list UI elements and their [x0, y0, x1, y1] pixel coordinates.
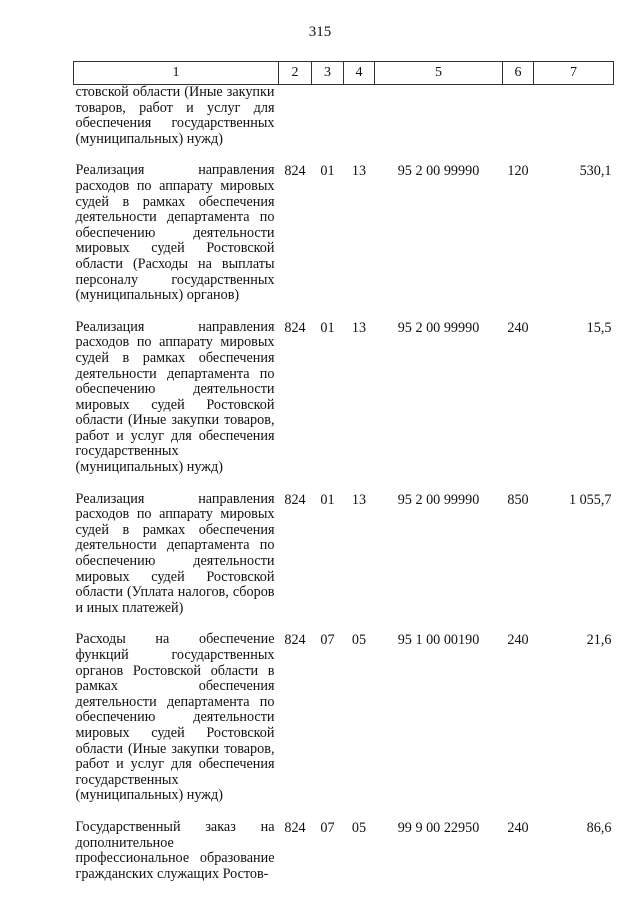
row-ministry-code: 824 — [284, 632, 306, 649]
row-description: Государственный заказ на дополнительное профессиональное образование гражданских служащих Ростов- — [75, 818, 275, 882]
row-description: Реализация направления расходов по аппарату мировых судей в рамках обеспечения деятельности департамента по обеспечению деятельности мировых судей Ростовской области (Расходы на выплаты персоналу государственных (муниципальных) органов) — [75, 162, 275, 304]
row-target-article: 95 2 00 99990 — [397, 319, 480, 336]
budget-table — [73, 61, 614, 882]
row-target-article: 95 1 00 00190 — [397, 632, 480, 649]
table-header — [74, 62, 614, 85]
row-target-article: 99 9 00 22950 — [397, 819, 480, 836]
row-amount: 530,1 — [579, 163, 612, 180]
table-row — [74, 320, 614, 492]
row-ministry-code: 824 — [284, 163, 306, 180]
row-section: 01 — [320, 491, 335, 508]
row-section: 07 — [320, 632, 335, 649]
row-amount: 1 055,7 — [568, 491, 612, 508]
row-expense-type — [503, 85, 534, 164]
row-subsection: 13 — [351, 163, 367, 180]
row-amount: 15,5 — [586, 319, 612, 336]
row-expense-type: 240 — [507, 632, 529, 649]
row-expense-type: 240 — [507, 319, 529, 336]
table-row — [74, 163, 614, 319]
row-ministry-code: 824 — [284, 491, 306, 508]
row-expense-type: 850 — [507, 491, 529, 508]
row-amount: 86,6 — [586, 819, 612, 836]
row-subsection: 05 — [351, 819, 367, 836]
row-subsection — [344, 85, 375, 164]
row-section: 07 — [320, 819, 335, 836]
row-description: Расходы на обеспечение функций государственных органов Ростовской области в рамках обеспечения деятельности департамента по обеспечению деятельности мировых судей Ростовской области (Иные закупки товаров, работ и услуг для обеспечения государственных (муниципальных) нужд) — [75, 631, 275, 804]
header-col-1: 1 — [74, 62, 279, 85]
header-col-7: 7 — [534, 62, 614, 85]
header-col-6: 6 — [503, 62, 534, 85]
row-ministry-code: 824 — [284, 319, 306, 336]
header-col-4: 4 — [344, 62, 375, 85]
row-amount: 21,6 — [586, 632, 612, 649]
row-subsection: 13 — [351, 319, 367, 336]
page-number: 315 — [308, 24, 332, 40]
row-description: Реализация направления расходов по аппарату мировых судей в рамках обеспечения деятельности департамента по обеспечению деятельности мировых судей Ростовской области (Иные закупки товаров, работ и услуг для обеспечения государственных (муниципальных) нужд) — [75, 318, 275, 476]
header-col-3: 3 — [312, 62, 344, 85]
row-section: 01 — [320, 319, 335, 336]
row-target-article: 95 2 00 99990 — [397, 491, 480, 508]
header-col-5: 5 — [375, 62, 503, 85]
row-amount — [534, 85, 614, 164]
row-expense-type: 240 — [507, 819, 529, 836]
table-row — [74, 632, 614, 820]
row-section: 01 — [320, 163, 335, 180]
header-col-2: 2 — [279, 62, 312, 85]
row-ministry-code — [279, 85, 312, 164]
table-row — [74, 820, 614, 882]
row-target-article: 95 2 00 99990 — [397, 163, 480, 180]
row-section — [312, 85, 344, 164]
table-row — [74, 492, 614, 633]
row-subsection: 13 — [351, 491, 367, 508]
row-target-article — [375, 85, 503, 164]
row-expense-type: 120 — [507, 163, 529, 180]
row-ministry-code: 824 — [284, 819, 306, 836]
row-description: стовской области (Иные закупки товаров, работ и услуг для обеспечения государственных (муниципальных) нужд) — [75, 84, 275, 147]
row-subsection: 05 — [351, 632, 367, 649]
table-row — [74, 85, 614, 164]
row-description: Реализация направления расходов по аппарату мировых судей в рамках обеспечения деятельности департамента по обеспечению деятельности мировых судей Ростовской области (Уплата налогов, сборов и иных платежей) — [75, 490, 275, 616]
